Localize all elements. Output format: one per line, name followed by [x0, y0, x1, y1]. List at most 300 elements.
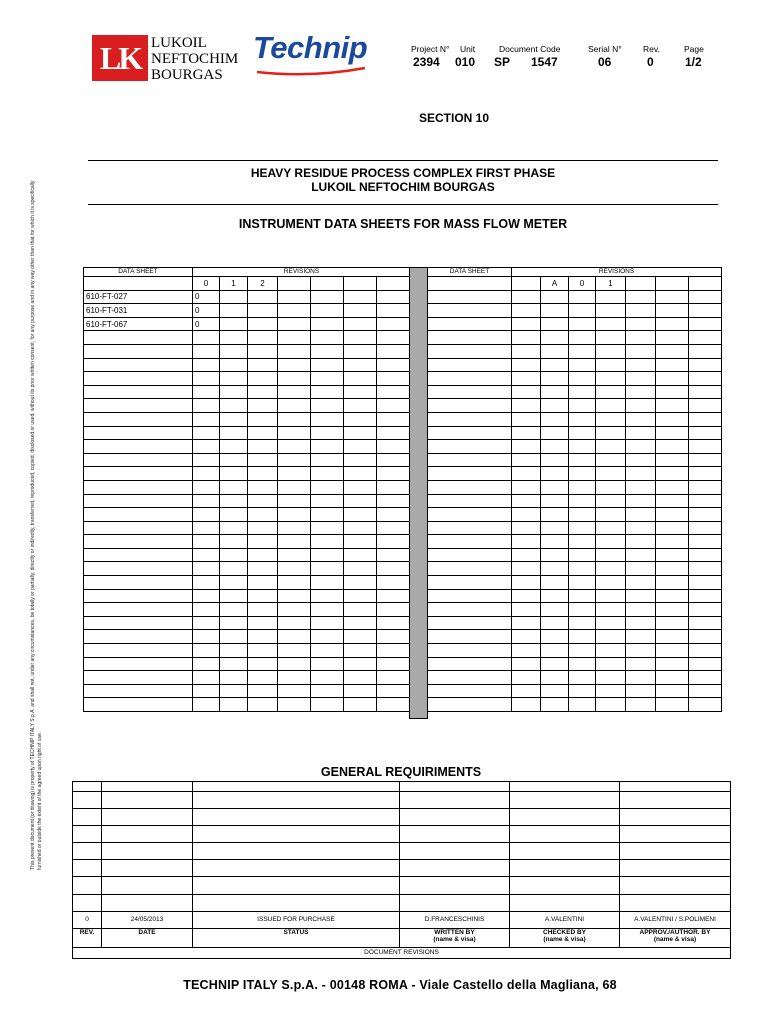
- revision-cell: [344, 698, 377, 712]
- revision-cell: [626, 562, 656, 576]
- document-revisions-caption: DOCUMENT REVISIONS: [73, 947, 731, 958]
- revision-cell: [541, 589, 569, 603]
- revision-cell: [377, 630, 411, 644]
- datasheet-row: [84, 671, 411, 685]
- revision-cell: [541, 644, 569, 658]
- datasheet-row: [84, 304, 411, 318]
- revision-cell: [656, 535, 689, 549]
- revision-cell: [512, 453, 541, 467]
- revision-blank-row: [73, 792, 731, 809]
- revision-cell: [596, 616, 626, 630]
- project-title: [88, 166, 718, 194]
- datasheet-name-cell: [428, 616, 512, 630]
- rev-col-label: REV.: [73, 928, 102, 947]
- revision-cell: [193, 548, 220, 562]
- datasheet-name-cell: [428, 426, 512, 440]
- revision-cell: [656, 589, 689, 603]
- page-value: 1/2: [685, 55, 702, 69]
- datasheet-name-cell: [84, 440, 193, 454]
- rev-entry-date: 24/05/2013: [102, 911, 193, 928]
- revision-cell: [569, 494, 596, 508]
- revision-cell: [689, 508, 722, 522]
- revision-cell: [311, 548, 344, 562]
- datasheet-row: [84, 494, 411, 508]
- revision-cell: [278, 698, 311, 712]
- revision-cell: [656, 698, 689, 712]
- revision-cell: [311, 562, 344, 576]
- revision-cell: [541, 331, 569, 345]
- datasheet-name-cell: [84, 372, 193, 386]
- revision-cell: [596, 358, 626, 372]
- datasheet-row: [84, 467, 411, 481]
- datasheet-name-cell: [428, 358, 512, 372]
- revision-cell: [596, 657, 626, 671]
- revision-cell: [596, 426, 626, 440]
- revision-cell: [377, 698, 411, 712]
- revision-cell: [541, 385, 569, 399]
- revision-cell: [248, 671, 278, 685]
- revision-cell: [344, 644, 377, 658]
- revision-cell: [344, 304, 377, 318]
- datasheet-row: [84, 562, 411, 576]
- revision-cell: [569, 480, 596, 494]
- revision-cell: 0: [193, 290, 220, 304]
- revision-cell: [656, 562, 689, 576]
- revision-cell: [656, 317, 689, 331]
- revision-cell: [377, 494, 411, 508]
- revision-cell: [512, 684, 541, 698]
- approved-name-visa: (name & visa): [653, 935, 697, 943]
- revision-cell: [220, 317, 248, 331]
- revision-cell: [248, 508, 278, 522]
- datasheet-name-cell: [84, 589, 193, 603]
- revision-cell: [569, 616, 596, 630]
- revision-cell: [569, 684, 596, 698]
- revision-cell: [311, 589, 344, 603]
- revision-cell: [656, 684, 689, 698]
- datasheet-name-cell: [428, 535, 512, 549]
- revision-cell: [689, 453, 722, 467]
- document-revisions-table: [72, 781, 731, 959]
- rev-entry-approved: A.VALENTINI / S.POLIMENI: [620, 911, 731, 928]
- revision-cell: [626, 331, 656, 345]
- lukoil-logo: [92, 35, 148, 81]
- revision-cell: [344, 331, 377, 345]
- revision-cell: [344, 562, 377, 576]
- revision-cell: [512, 331, 541, 345]
- revision-cell: [596, 521, 626, 535]
- revision-cell: [569, 644, 596, 658]
- revision-cell: [278, 426, 311, 440]
- revision-cell: [220, 385, 248, 399]
- datasheet-name-cell: [84, 521, 193, 535]
- revision-cell: [689, 372, 722, 386]
- revision-cell: [512, 603, 541, 617]
- revision-cell: [220, 440, 248, 454]
- revision-cell: [220, 616, 248, 630]
- revision-cell: [278, 562, 311, 576]
- revision-cell: [569, 290, 596, 304]
- revision-cell: [596, 644, 626, 658]
- datasheet-cell: [428, 277, 512, 291]
- unit-value: 010: [455, 55, 476, 69]
- revision-cell: [377, 331, 411, 345]
- revision-cell: [220, 548, 248, 562]
- revision-cell: [278, 317, 311, 331]
- revision-blank-row: [73, 894, 731, 911]
- revision-cell: [626, 440, 656, 454]
- revision-cell: [248, 331, 278, 345]
- revision-cell: [512, 589, 541, 603]
- revision-cell: [344, 657, 377, 671]
- revision-cell: [689, 616, 722, 630]
- revision-cell: [512, 317, 541, 331]
- revision-cell: [311, 344, 344, 358]
- revision-cell: [596, 630, 626, 644]
- revision-cell: [311, 317, 344, 331]
- datasheet-name-cell: [428, 671, 512, 685]
- revision-cell: [656, 426, 689, 440]
- datasheet-row: [84, 426, 411, 440]
- revision-cell: [248, 603, 278, 617]
- revision-cell: [248, 385, 278, 399]
- datasheet-row: [428, 344, 722, 358]
- datasheet-name-cell: [428, 603, 512, 617]
- revision-cell: [344, 494, 377, 508]
- revision-cell: [689, 480, 722, 494]
- revision-cell: [689, 412, 722, 426]
- project-title-line2: LUKOIL NEFTOCHIM BOURGAS: [311, 180, 495, 194]
- revision-cell: [311, 372, 344, 386]
- revision-cell: [220, 508, 248, 522]
- revision-cell: [311, 385, 344, 399]
- revision-cell: [193, 399, 220, 413]
- datasheet-row: [84, 372, 411, 386]
- revision-cell: [278, 358, 311, 372]
- revision-cell: [248, 644, 278, 658]
- revision-cell: [689, 684, 722, 698]
- revision-cell: [689, 440, 722, 454]
- revision-cell: [248, 372, 278, 386]
- revision-cell: [344, 440, 377, 454]
- revision-cell: [656, 358, 689, 372]
- revision-cell: [377, 548, 411, 562]
- revision-cell: [377, 576, 411, 590]
- datasheet-row: [428, 467, 722, 481]
- revision-cell: [569, 562, 596, 576]
- datasheet-row: [84, 657, 411, 671]
- revision-cell: [512, 467, 541, 481]
- revision-cell: [689, 548, 722, 562]
- revision-cell: [344, 385, 377, 399]
- lukoil-name-line2: NEFTOCHIM: [151, 51, 239, 67]
- revision-cell: [512, 548, 541, 562]
- datasheet-row: [428, 480, 722, 494]
- datasheet-name-cell: [428, 385, 512, 399]
- revision-cell: [193, 684, 220, 698]
- revision-cell: [656, 657, 689, 671]
- page-label: Page: [684, 44, 704, 54]
- revision-cell: [689, 399, 722, 413]
- revision-cell: [541, 453, 569, 467]
- datasheet-row: [428, 684, 722, 698]
- datasheet-name-cell: [428, 576, 512, 590]
- revision-cell: [278, 480, 311, 494]
- revision-cell: [278, 440, 311, 454]
- revision-cell: [569, 467, 596, 481]
- revision-cell: [220, 589, 248, 603]
- lukoil-name-line1: LUKOIL: [151, 35, 207, 51]
- datasheet-name-cell: [84, 508, 193, 522]
- revision-number-cell: 2: [248, 277, 278, 291]
- revision-cell: [656, 508, 689, 522]
- table-separator-bar: [409, 267, 428, 719]
- revision-cell: [626, 453, 656, 467]
- revision-cell: [569, 304, 596, 318]
- datasheet-row: [428, 630, 722, 644]
- datasheet-name-cell: [428, 589, 512, 603]
- revision-cell: [344, 671, 377, 685]
- revision-cell: [377, 399, 411, 413]
- revision-cell: [344, 616, 377, 630]
- approved-col-label: [620, 928, 731, 947]
- revision-cell: [278, 412, 311, 426]
- datasheet-row: [84, 576, 411, 590]
- revision-cell: [193, 331, 220, 345]
- written-col-label: [400, 928, 510, 947]
- serial-label: Serial N°: [588, 44, 622, 54]
- revision-cell: [220, 698, 248, 712]
- revision-cell: [248, 467, 278, 481]
- revision-cell: [689, 576, 722, 590]
- revision-cell: [193, 453, 220, 467]
- revision-cell: [193, 576, 220, 590]
- revision-cell: [569, 548, 596, 562]
- revision-number-cell: A: [541, 277, 569, 291]
- revision-cell: [512, 426, 541, 440]
- revision-cell: [656, 304, 689, 318]
- revision-cell: [344, 453, 377, 467]
- revision-cell: [344, 508, 377, 522]
- revision-cell: [248, 290, 278, 304]
- revision-cell: [278, 399, 311, 413]
- revision-number-cell: [656, 277, 689, 291]
- datasheet-name-cell: [428, 372, 512, 386]
- revision-cell: [220, 331, 248, 345]
- revision-cell: [377, 589, 411, 603]
- revision-cell: [220, 494, 248, 508]
- revision-cell: [626, 576, 656, 590]
- datasheet-row: [84, 399, 411, 413]
- revision-cell: [278, 331, 311, 345]
- revision-cell: [193, 657, 220, 671]
- datasheet-name-cell: [428, 698, 512, 712]
- datasheet-name-cell: [428, 331, 512, 345]
- datasheet-header-row: [84, 268, 411, 277]
- datasheet-name-cell: [84, 412, 193, 426]
- datasheet-row: [84, 589, 411, 603]
- revision-cell: [193, 426, 220, 440]
- revision-cell: [278, 453, 311, 467]
- revision-blank-row: [73, 782, 731, 792]
- revision-cell: [377, 317, 411, 331]
- revision-cell: [220, 344, 248, 358]
- revision-cell: [656, 576, 689, 590]
- revision-cell: [193, 508, 220, 522]
- revision-cell: [596, 453, 626, 467]
- revision-cell: [656, 630, 689, 644]
- revision-cell: [626, 317, 656, 331]
- revision-cell: [193, 698, 220, 712]
- revision-blank-row: [73, 809, 731, 826]
- revision-cell: [377, 412, 411, 426]
- revision-number-cell: [689, 277, 722, 291]
- datasheet-name-cell: [428, 657, 512, 671]
- revision-cell: [541, 304, 569, 318]
- revision-cell: [311, 290, 344, 304]
- revision-cell: [311, 576, 344, 590]
- revision-cell: [626, 304, 656, 318]
- revision-cell: [626, 644, 656, 658]
- datasheet-name-cell: [84, 576, 193, 590]
- document-title: INSTRUMENT DATA SHEETS FOR MASS FLOW METER: [238, 217, 568, 231]
- revision-cell: [220, 453, 248, 467]
- revision-cell: [596, 698, 626, 712]
- datasheet-name-cell: [84, 644, 193, 658]
- datasheet-name-cell: [84, 480, 193, 494]
- datasheet-name-cell: [428, 317, 512, 331]
- datasheet-row: [84, 535, 411, 549]
- disclaimer-text: This present document (or drawing) is property of TECHNIP ITALY S.p.A. and shall not, under any circumstances, be totally or partially, directly or indirectly, transferred, reproduced, copied, disclosed or used, without its prior written consent, for any purpose and in any way other than that for which it is specifically furnished or outside the extent of the agreed upon right of use.: [30, 180, 43, 870]
- revision-cell: [596, 671, 626, 685]
- revision-cell: [626, 698, 656, 712]
- datasheet-name-cell: [84, 657, 193, 671]
- revision-cell: [220, 657, 248, 671]
- revision-cell: [596, 684, 626, 698]
- rev-label: Rev.: [643, 44, 660, 54]
- revision-cell: [596, 440, 626, 454]
- revision-cell: [311, 684, 344, 698]
- revision-cell: [569, 535, 596, 549]
- revision-cell: [220, 372, 248, 386]
- revision-cell: [596, 494, 626, 508]
- revision-cell: [596, 576, 626, 590]
- revision-cell: [541, 494, 569, 508]
- revision-cell: [248, 684, 278, 698]
- revision-cell: [377, 290, 411, 304]
- revision-cell: [656, 616, 689, 630]
- revision-cell: [596, 412, 626, 426]
- revision-cell: [377, 671, 411, 685]
- general-requirements-title: GENERAL REQUIRIMENTS: [320, 765, 482, 779]
- revision-blank-row: [73, 860, 731, 877]
- datasheet-name-cell: [428, 562, 512, 576]
- revision-cell: [377, 562, 411, 576]
- revision-cell: [689, 304, 722, 318]
- revision-cell: [311, 698, 344, 712]
- revision-cell: [344, 589, 377, 603]
- revision-cell: [248, 589, 278, 603]
- datasheet-name-cell: 610-FT-067: [84, 317, 193, 331]
- revision-cell: [569, 521, 596, 535]
- revision-cell: [569, 603, 596, 617]
- revision-cell: [656, 344, 689, 358]
- revision-cell: [248, 440, 278, 454]
- datasheet-name-cell: [84, 684, 193, 698]
- datasheet-row: [84, 630, 411, 644]
- datasheet-name-cell: [84, 698, 193, 712]
- revision-cell: [278, 548, 311, 562]
- revision-number-cell: [626, 277, 656, 291]
- divider-top: [88, 160, 718, 161]
- revision-cell: [248, 535, 278, 549]
- revision-cell: [344, 480, 377, 494]
- revisions-col-header: REVISIONS: [193, 268, 411, 277]
- revision-cell: [689, 535, 722, 549]
- revision-cell: [689, 317, 722, 331]
- written-by-label: WRITTEN BY: [434, 928, 475, 936]
- revision-cell: [377, 304, 411, 318]
- revision-cell: 0: [193, 304, 220, 318]
- revision-cell: [626, 399, 656, 413]
- revision-cell: [377, 344, 411, 358]
- revision-cell: [656, 548, 689, 562]
- revision-cell: [656, 521, 689, 535]
- datasheet-name-cell: [428, 548, 512, 562]
- datasheet-row: [84, 616, 411, 630]
- revision-blank-row: [73, 826, 731, 843]
- datasheet-row: [84, 508, 411, 522]
- revision-cell: [689, 630, 722, 644]
- datasheet-name-cell: [428, 521, 512, 535]
- document-revisions-caption-row: [73, 947, 731, 958]
- datasheet-row: [428, 698, 722, 712]
- datasheet-name-cell: [84, 344, 193, 358]
- revision-cell: [220, 290, 248, 304]
- revision-cell: [377, 521, 411, 535]
- project-title-line1: HEAVY RESIDUE PROCESS COMPLEX FIRST PHASE: [250, 166, 556, 180]
- date-col-label: DATE: [102, 928, 193, 947]
- revision-cell: [569, 630, 596, 644]
- revision-cell: [311, 426, 344, 440]
- revision-cell: [193, 671, 220, 685]
- revision-cell: [541, 576, 569, 590]
- datasheet-row: [428, 671, 722, 685]
- revision-cell: [689, 426, 722, 440]
- revision-entry-row: [73, 911, 731, 928]
- revision-cell: [220, 426, 248, 440]
- revision-cell: [344, 317, 377, 331]
- revision-cell: [220, 644, 248, 658]
- revision-cell: [656, 385, 689, 399]
- revision-cell: [541, 671, 569, 685]
- datasheet-row: [428, 508, 722, 522]
- written-name-visa: (name & visa): [433, 935, 476, 943]
- revision-cell: [248, 304, 278, 318]
- revision-cell: [311, 467, 344, 481]
- revision-cell: [220, 562, 248, 576]
- revision-cell: [626, 426, 656, 440]
- revision-cell: [248, 358, 278, 372]
- revision-number-cell: 1: [220, 277, 248, 291]
- rev-entry-rev: 0: [73, 911, 102, 928]
- revision-cell: [344, 521, 377, 535]
- revision-cell: [626, 684, 656, 698]
- revision-cell: [512, 304, 541, 318]
- datasheet-row: [84, 698, 411, 712]
- revision-cell: [193, 344, 220, 358]
- revision-cell: [626, 480, 656, 494]
